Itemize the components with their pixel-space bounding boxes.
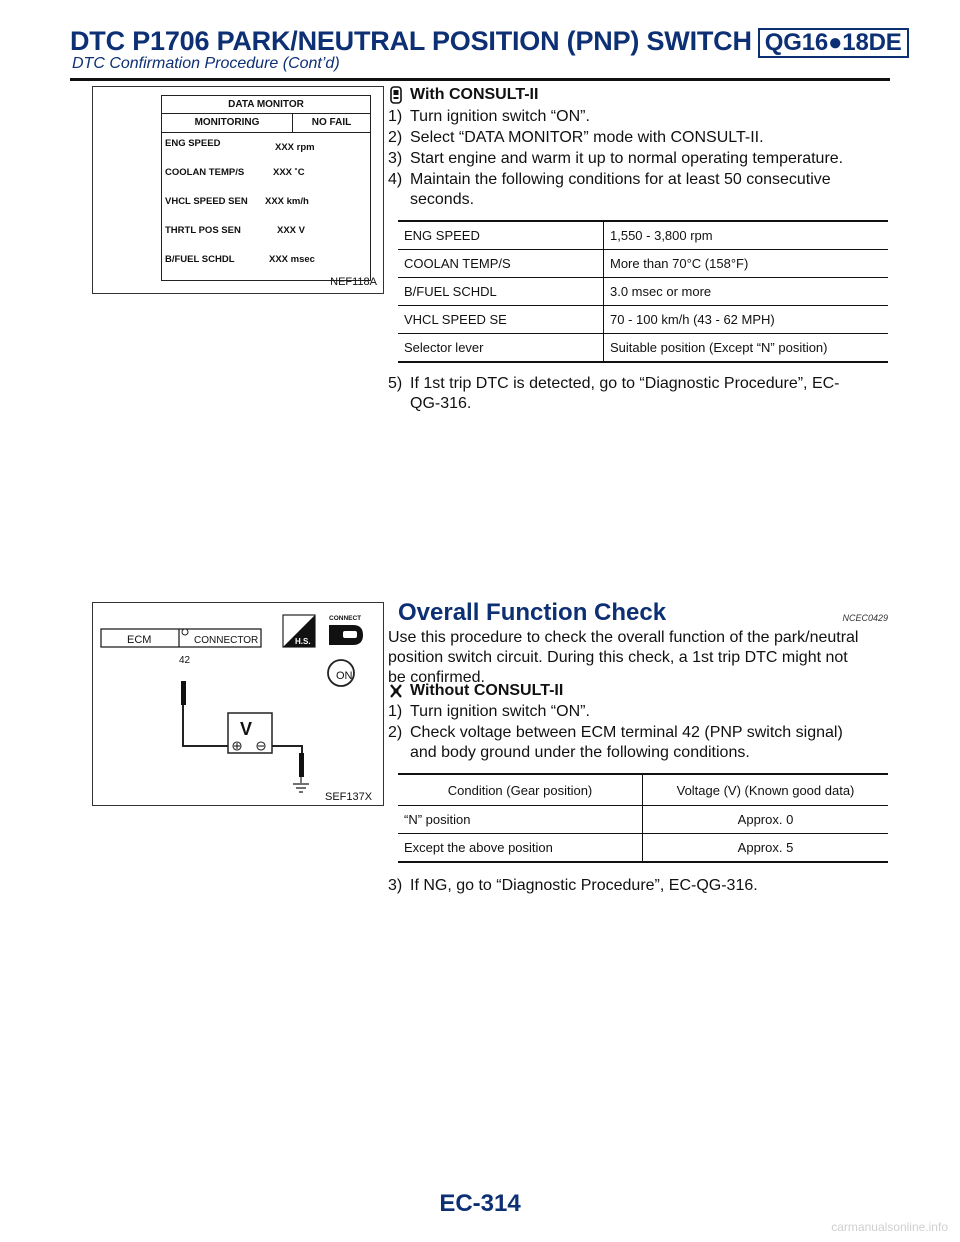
monitor-row-value: XXX ˚C (273, 167, 305, 178)
step-text: Check voltage between ECM terminal 42 (PNP switch signal) (410, 724, 843, 741)
probe-positive (181, 681, 186, 705)
probe-negative (299, 753, 304, 777)
step-text: If NG, go to “Diagnostic Procedure”, EC-QG-316. (410, 877, 758, 894)
monitor-row (165, 166, 370, 195)
table-row (398, 306, 888, 334)
step-text: Select “DATA MONITOR” mode with CONSULT-II. (410, 129, 764, 146)
step-text-continued: seconds. (410, 191, 475, 208)
ecm-voltage-diagram (93, 603, 383, 805)
figure-id-sef137x: SEF137X (325, 791, 373, 803)
terminal-number: 42 (179, 655, 191, 666)
overall-step-1 (388, 702, 590, 722)
page-title (70, 26, 909, 58)
data-monitor-title: DATA MONITOR (162, 96, 370, 114)
overall-title-row (398, 599, 888, 627)
condition-cell: Except the above position (398, 834, 643, 862)
step-text: Start engine and warm it up to normal operating temperature. (410, 150, 844, 167)
figure-id-nef118a: NEF118A (330, 276, 377, 288)
connector-label: CONNECTOR (194, 635, 259, 646)
monitor-row-label: ENG SPEED (165, 138, 221, 149)
column-header: Voltage (V) (Known good data) (643, 775, 889, 806)
step-number: 2) (388, 129, 403, 146)
connect-label: CONNECT (329, 615, 362, 622)
monitor-row-label: THRTL POS SEN (165, 225, 241, 236)
condition-item: Selector lever (398, 334, 604, 362)
header-divider (70, 78, 890, 81)
watermark: carmanualsonline.info (831, 1220, 948, 1234)
on-label: ON (336, 670, 353, 682)
with-consult-label: With CONSULT-II (410, 86, 539, 103)
data-monitor-screen (161, 95, 371, 281)
monitor-row-label: COOLAN TEMP/S (165, 167, 245, 178)
overall-step-2 (388, 723, 888, 763)
intro-line: be confirmed. (388, 669, 485, 686)
step-text: Turn ignition switch “ON”. (410, 703, 590, 720)
step-number: 1) (388, 703, 403, 720)
overall-step-3 (388, 876, 758, 896)
step-text: Maintain the following conditions for at least 50 consecutive (410, 171, 831, 188)
step-text-continued: and body ground under the following conditions. (410, 744, 750, 761)
step-text: Turn ignition switch “ON”. (410, 108, 590, 125)
overall-function-check-heading: Overall Function Check (398, 599, 667, 626)
voltmeter-label: V (240, 719, 253, 739)
data-monitor-rows (162, 133, 370, 282)
table-row (398, 222, 888, 250)
table-row (398, 834, 888, 862)
hs-label: H.S. (295, 637, 311, 646)
condition-value: 70 - 100 km/h (43 - 62 MPH) (604, 306, 889, 334)
intro-line: Use this procedure to check the overall function of the park/neutral (388, 629, 859, 646)
monitor-row-value: XXX rpm (275, 142, 315, 153)
step-number: 4) (388, 171, 403, 188)
condition-value: 1,550 - 3,800 rpm (604, 222, 889, 250)
condition-item: ENG SPEED (398, 222, 604, 250)
ecm-label: ECM (127, 634, 152, 646)
voltage-cell: Approx. 0 (643, 806, 889, 834)
step-number: 5) (388, 375, 403, 392)
table-row (398, 250, 888, 278)
monitor-row-value: XXX km/h (265, 196, 309, 207)
page-number: EC-314 (439, 1190, 521, 1217)
without-consult-heading (388, 681, 563, 701)
voltage-cell: Approx. 5 (737, 840, 794, 855)
consult-unit-icon (388, 84, 404, 106)
step-number: 3) (388, 877, 403, 894)
table-row (398, 806, 888, 834)
condition-value: More than 70°C (158°F) (604, 250, 889, 278)
voltage-table (398, 775, 888, 861)
engine-code-badge: QG16●18DE (758, 28, 909, 58)
data-monitor-figure (92, 86, 384, 294)
terminal-pin (182, 629, 188, 635)
conditions-table-wrap (398, 220, 888, 363)
condition-item: B/FUEL SCHDL (398, 278, 604, 306)
monitor-row (165, 224, 370, 253)
condition-item: VHCL SPEED SE (398, 306, 604, 334)
conditions-table (398, 222, 888, 361)
table-header-row (398, 775, 888, 806)
monitor-row (165, 137, 370, 166)
section-code: NCEC0429 (842, 613, 888, 623)
with-consult-heading (388, 84, 538, 106)
data-monitor-head (162, 114, 370, 133)
table-row (398, 278, 888, 306)
monitoring-label: MONITORING (162, 114, 293, 132)
consult-step-4 (388, 170, 888, 210)
condition-item: COOLAN TEMP/S (398, 250, 604, 278)
step-text: If 1st trip DTC is detected, go to “Diagnostic Procedure”, EC- (410, 375, 840, 392)
no-fail-label: NO FAIL (311, 117, 352, 128)
step-text-continued: QG-316. (410, 395, 472, 412)
no-tools-icon (388, 681, 404, 701)
condition-value: 3.0 msec or more (604, 278, 889, 306)
column-header: Condition (Gear position) (398, 775, 643, 806)
voltage-table-wrap (398, 773, 888, 863)
monitor-row-label: B/FUEL SCHDL (165, 254, 235, 265)
consult-step-5 (388, 374, 888, 414)
condition-cell: “N” position (398, 806, 643, 834)
step-number: 3) (388, 150, 403, 167)
step-number: 1) (388, 108, 403, 125)
condition-value: Suitable position (Except “N” position) (610, 340, 828, 355)
monitor-row (165, 195, 370, 224)
page-title-text: DTC P1706 PARK/NEUTRAL POSITION (PNP) SWITCH (70, 26, 752, 56)
monitor-row-value: XXX V (277, 225, 305, 236)
without-consult-label: Without CONSULT-II (410, 682, 564, 699)
overall-intro (388, 628, 888, 688)
step-number: 2) (388, 724, 403, 741)
consult-step-3 (388, 149, 843, 169)
page-subtitle: DTC Confirmation Procedure (Cont’d) (72, 55, 340, 72)
consult-step-1 (388, 107, 590, 127)
consult-step-2 (388, 128, 764, 148)
table-row (398, 334, 888, 362)
monitor-row-label: VHCL SPEED SEN (165, 196, 248, 207)
ecm-voltage-figure (92, 602, 384, 806)
monitor-row-value: XXX msec (269, 254, 315, 265)
intro-line: position switch circuit. During this check, a 1st trip DTC might not (388, 649, 848, 666)
